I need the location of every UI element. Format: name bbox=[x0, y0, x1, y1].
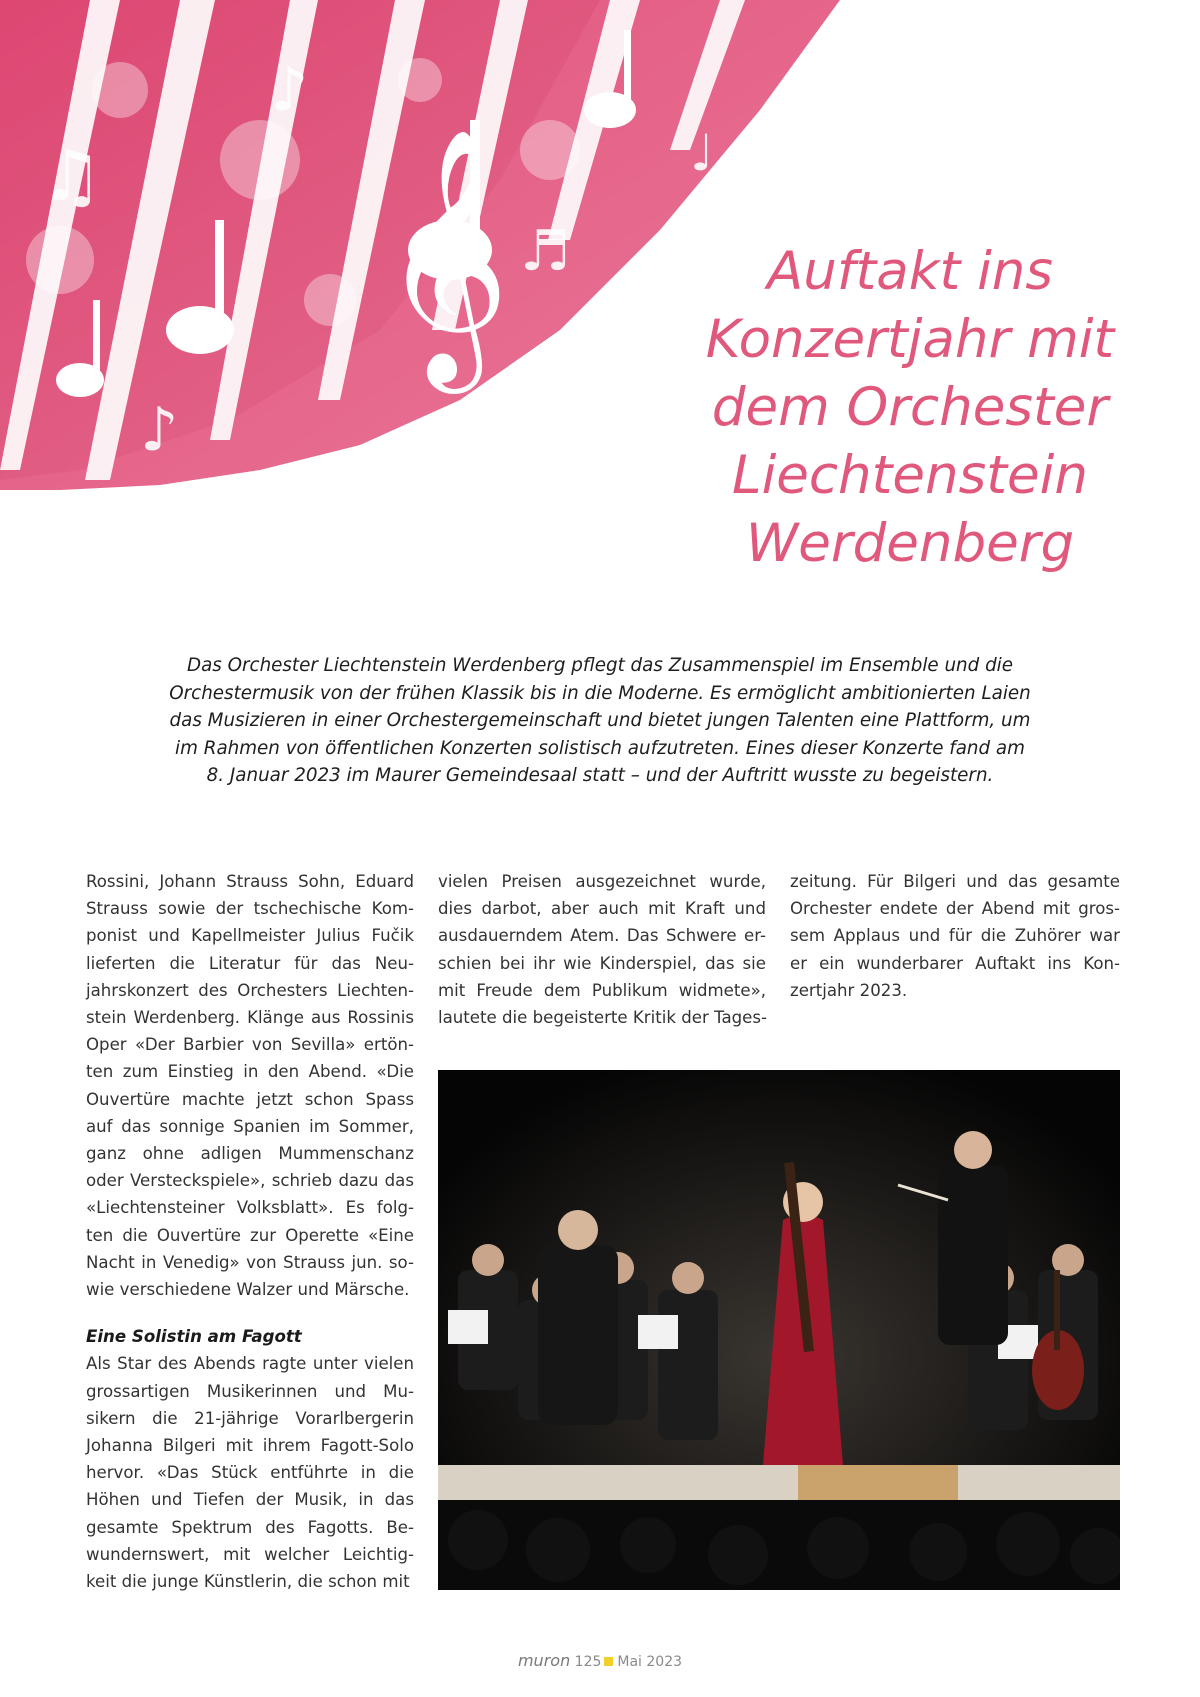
magazine-brand: muron bbox=[517, 1651, 571, 1670]
body-line: ten zum Einstieg in den Abend. «Die bbox=[86, 1062, 414, 1082]
body-line: jahrskonzert des Orchesters Liechten- bbox=[86, 980, 414, 1000]
title-line: Auftakt ins bbox=[766, 241, 1053, 302]
concert-photo bbox=[438, 1070, 1120, 1590]
body-line: oder Versteckspiele», schrieb dazu das bbox=[86, 1171, 414, 1191]
svg-text:♪: ♪ bbox=[140, 395, 179, 465]
body-line: Oper «Der Barbier von Sevilla» ertön- bbox=[86, 1035, 414, 1055]
body-line: ten die Ouvertüre zur Operette «Eine bbox=[86, 1225, 414, 1245]
article-title bbox=[640, 238, 1180, 578]
issue-number: 125 bbox=[574, 1654, 602, 1670]
body-line: lieferten die Literatur für das Neu- bbox=[86, 953, 414, 973]
title-line: dem Orchester bbox=[711, 377, 1109, 438]
body-line: Johanna Bilgeri mit ihrem Fagott-Solo bbox=[86, 1436, 414, 1456]
body-line: schien bei ihr wie Kinderspiel, das sie bbox=[438, 953, 766, 973]
title-line: Werdenberg bbox=[745, 513, 1075, 574]
body-column-3 bbox=[790, 868, 1120, 1004]
issue-date: Mai 2023 bbox=[617, 1654, 683, 1670]
svg-text:𝄞: 𝄞 bbox=[380, 126, 511, 382]
body-line: wie verschiedene Walzer und Märsche. bbox=[86, 1280, 410, 1300]
title-line: Liechtenstein bbox=[732, 445, 1088, 506]
svg-text:♫: ♫ bbox=[40, 135, 103, 217]
svg-text:♪: ♪ bbox=[270, 55, 309, 125]
title-line: Konzertjahr mit bbox=[705, 309, 1115, 370]
body-line: Als Star des Abends ragte unter vielen bbox=[86, 1354, 414, 1374]
body-line: grossartigen Musikerinnen und Mu- bbox=[86, 1381, 414, 1401]
body-line: ganz ohne adligen Mummenschanz bbox=[86, 1144, 414, 1164]
square-icon bbox=[604, 1657, 613, 1666]
body-line: hervor. «Das Stück entführte in die bbox=[86, 1463, 414, 1483]
body-line: stein Werdenberg. Klänge aus Rossinis bbox=[86, 1008, 414, 1028]
body-line: sem Applaus und für die Zuhörer war bbox=[790, 926, 1120, 946]
body-line: ponist und Kapellmeister Julius Fučik bbox=[86, 926, 414, 946]
body-line: «Liechtensteiner Volksblatt». Es folg- bbox=[86, 1198, 414, 1218]
lead-line: Das Orchester Liechtenstein Werdenberg pflegt das Zusammenspiel im Ensemble und die bbox=[187, 655, 1013, 676]
lead-line: das Musizieren in einer Orchestergemeinschaft und bietet jungen Talenten eine Plattform, um bbox=[169, 710, 1031, 731]
body-line: vielen Preisen ausgezeichnet wurde, bbox=[438, 872, 766, 891]
body-line: dies darbot, aber auch mit Kraft und bbox=[438, 899, 766, 919]
body-line: gesamte Spektrum des Fagotts. Be- bbox=[86, 1517, 414, 1537]
body-column-1 bbox=[86, 868, 414, 1595]
body-line: ausdauerndem Atem. Das Schwere er- bbox=[438, 926, 766, 946]
lead-line: 8. Januar 2023 im Maurer Gemeindesaal statt – und der Auftritt wusste zu begeistern. bbox=[206, 765, 994, 786]
body-line: Orchester endete der Abend mit gros- bbox=[790, 899, 1120, 919]
lead-line: im Rahmen von öffentlichen Konzerten solistisch aufzutreten. Eines dieser Konzerte fand am bbox=[175, 737, 1025, 759]
subheading: Eine Solistin am Fagott bbox=[86, 1327, 302, 1347]
body-line: er ein wunderbarer Auftakt ins Kon- bbox=[790, 953, 1120, 973]
body-column-2 bbox=[438, 868, 766, 1031]
body-line: lautete die begeisterte Kritik der Tages- bbox=[438, 1008, 767, 1028]
body-line: wundernswert, mit welcher Leichtig- bbox=[86, 1544, 414, 1564]
body-line: Strauss sowie der tschechische Kom- bbox=[86, 899, 414, 919]
svg-text:♬: ♬ bbox=[520, 219, 571, 284]
svg-text:♩: ♩ bbox=[690, 124, 714, 182]
body-line: Rossini, Johann Strauss Sohn, Eduard bbox=[86, 872, 414, 891]
lead-paragraph bbox=[120, 652, 1080, 790]
body-line: Höhen und Tiefen der Musik, in das bbox=[86, 1490, 414, 1510]
body-line: mit Freude dem Publikum widmete», bbox=[438, 980, 766, 1000]
body-line: auf das sonnige Spanien im Sommer, bbox=[86, 1116, 414, 1136]
page-footer bbox=[0, 1651, 1200, 1670]
body-line: keit die junge Künstlerin, die schon mit bbox=[86, 1572, 410, 1592]
lead-line: Orchestermusik von der frühen Klassik bis in die Moderne. Es ermöglicht ambitionierten Laien bbox=[169, 682, 1031, 704]
body-line: sikern die 21-jährige Vorarlbergerin bbox=[86, 1408, 414, 1428]
body-line: Nacht in Venedig» von Strauss jun. so- bbox=[86, 1252, 414, 1272]
body-line: Ouvertüre machte jetzt schon Spass bbox=[86, 1089, 414, 1109]
body-line: zertjahr 2023. bbox=[790, 980, 908, 1000]
body-line: zeitung. Für Bilgeri und das gesamte bbox=[790, 872, 1120, 891]
